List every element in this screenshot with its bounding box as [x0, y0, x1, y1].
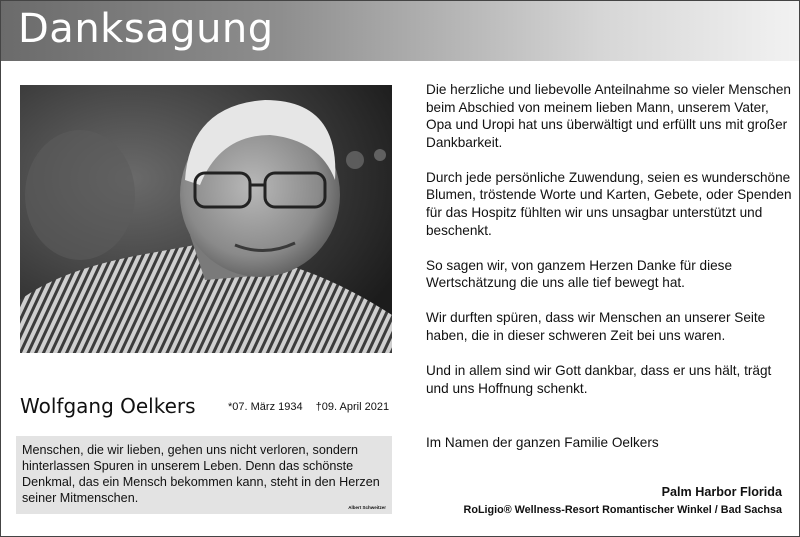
quote-author: Albert Schweitzer — [348, 505, 386, 510]
thanks-paragraph: So sagen wir, von ganzem Herzen Danke für diese Wertschätzung die uns alle tief bewegt hat. — [426, 257, 733, 291]
birth-date: *07. März 1934 — [228, 401, 303, 413]
deceased-name: Wolfgang Oelkers — [20, 394, 196, 418]
header-banner — [1, 1, 799, 61]
death-date: †09. April 2021 — [315, 401, 390, 413]
thanks-text — [426, 81, 796, 415]
thanks-paragraph: Wir durften spüren, dass wir Menschen an unserer Seite haben, die in dieser schweren Zeit bei uns waren. — [426, 310, 766, 344]
resort-text: RoLigio® Wellness-Resort Romantischer Winkel / Bad Sachsa — [463, 504, 782, 516]
quote-text: Menschen, die wir lieben, gehen uns nicht verloren, sondern hinterlassen Spuren in unserem Leben. Denn das schönste Denkmal, das ein Mensch bekommen kann, steht in den Herzen seiner Mitmenschen. — [22, 443, 380, 505]
quote-box — [16, 436, 392, 514]
life-dates — [228, 401, 399, 413]
portrait-photo — [20, 85, 392, 353]
page-title: Danksagung — [18, 6, 274, 52]
thanks-paragraph: Durch jede persönliche Zuwendung, seien es wunderschöne Blumen, tröstende Worte und Karten, Gebete, oder Spenden für das Hospitz fühlten wir uns unsagbar unterstützt und beschenkt. — [426, 169, 792, 238]
thanks-paragraph: Und in allem sind wir Gott dankbar, dass er uns hält, trägt und uns Hoffnung schenkt. — [426, 363, 772, 396]
family-signoff: Im Namen der ganzen Familie Oelkers — [426, 435, 659, 450]
location-text: Palm Harbor Florida — [661, 485, 782, 499]
thanks-paragraph: Die herzliche und liebevolle Anteilnahme so vieler Menschen beim Abschied von meinem lieben Mann, unserem Vater, Opa und Uropi hat uns überwältigt und erfüllt uns mit großer Dankbarkeit. — [426, 82, 791, 150]
portrait-image — [20, 85, 392, 353]
